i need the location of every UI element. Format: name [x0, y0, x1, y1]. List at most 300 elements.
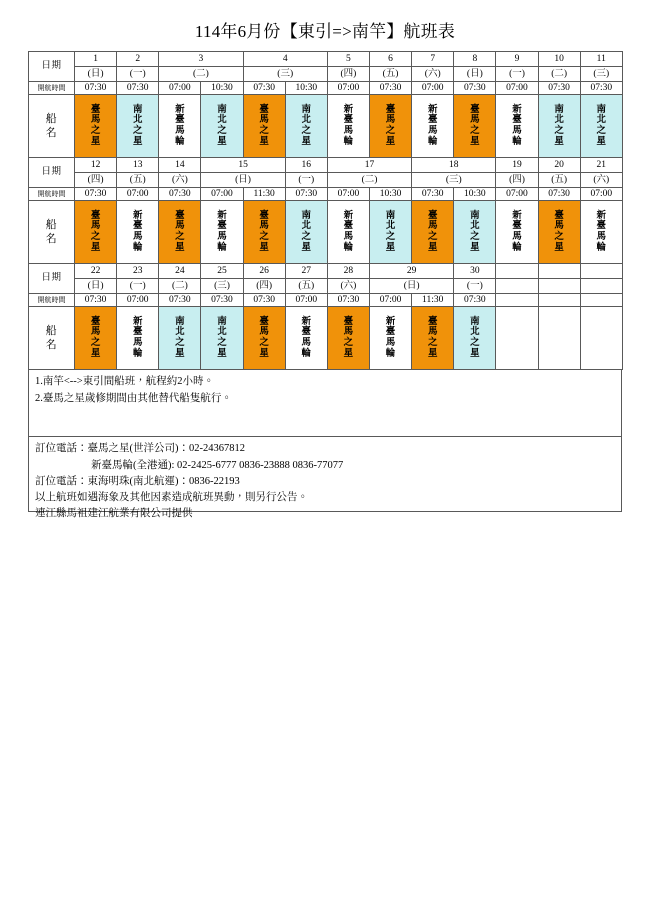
ship-name-char: 之: [470, 232, 480, 243]
ship-name-cell: [538, 201, 580, 264]
ship-name-cell: [75, 201, 117, 264]
ship-name-cell: [538, 95, 580, 158]
departure-time-cell: 07:30: [454, 82, 496, 95]
ship-name-char: 新: [343, 210, 354, 221]
departure-time-cell: 07:30: [243, 294, 285, 307]
ship-name-char: 新: [385, 316, 396, 327]
day-number-cell: 23: [117, 264, 159, 279]
ship-name-char: 新: [427, 104, 438, 115]
departure-time-cell: 07:30: [201, 294, 243, 307]
ship-name-char: 臺: [132, 221, 143, 232]
day-number-cell: 4: [243, 52, 327, 67]
ship-name-char: 臺: [343, 221, 354, 232]
ship-name-char: 南: [554, 104, 564, 115]
day-number-cell: 16: [285, 158, 327, 173]
ship-name-char: 北: [385, 221, 396, 232]
ship-name-cell: [285, 201, 327, 264]
weekday-cell: [538, 279, 580, 294]
departure-time-cell: 07:00: [285, 294, 327, 307]
ship-name-char: 臺: [259, 104, 269, 115]
ship-name-vertical: [496, 211, 537, 255]
ship-name-vertical: [454, 317, 495, 361]
ship-name-vertical: [412, 317, 453, 361]
ship-name-vertical: [117, 211, 158, 255]
day-number-row: [29, 158, 623, 173]
ship-name-char: 新: [217, 210, 227, 221]
ship-name-char: 南: [132, 104, 143, 115]
day-number-cell: 27: [285, 264, 327, 279]
weekday-cell: (一): [454, 279, 496, 294]
departure-time-cell: 07:00: [201, 188, 243, 201]
departure-time-cell: 07:00: [117, 294, 159, 307]
day-number-cell: 20: [538, 158, 580, 173]
ship-name-char: 馬: [132, 338, 143, 349]
ship-name-cell: [285, 307, 327, 370]
schedule-block-week-1: [28, 51, 623, 158]
row-label-char: 船: [45, 325, 58, 338]
ship-name-char: 新: [343, 104, 354, 115]
ship-name-cell: [580, 95, 622, 158]
departure-time-cell: 10:30: [454, 188, 496, 201]
note-line: 2.臺馬之星歲修期間由其他替代船隻航行。: [35, 392, 232, 404]
day-number-cell: 8: [454, 52, 496, 67]
ship-name-cell: [243, 307, 285, 370]
ship-name-char: 輪: [427, 137, 438, 148]
ship-name-cell: [454, 95, 496, 158]
ship-name-cell: [75, 95, 117, 158]
departure-time-cell: [538, 294, 580, 307]
ship-name-char: 馬: [343, 232, 354, 243]
ship-name-cell: [327, 307, 369, 370]
departure-time-cell: 07:30: [75, 188, 117, 201]
day-number-cell: [496, 264, 538, 279]
weekday-cell: (四): [75, 173, 117, 188]
departure-time-cell: 07:30: [285, 188, 327, 201]
ship-name-cell: [412, 307, 454, 370]
ship-name-char: 輪: [385, 349, 396, 360]
ship-name-vertical: [286, 211, 327, 255]
ship-name-char: 馬: [470, 115, 480, 126]
ship-name-cell: [117, 95, 159, 158]
week-blocks: [28, 51, 622, 370]
ship-name-char: 輪: [512, 243, 522, 254]
day-number-cell: 10: [538, 52, 580, 67]
ship-name-char: 星: [301, 137, 312, 148]
ship-name-char: 臺: [554, 210, 564, 221]
weekday-cell: (四): [327, 67, 369, 82]
ship-name-char: 北: [554, 115, 564, 126]
ship-name-char: 輪: [175, 137, 185, 148]
departure-time-cell: 07:30: [454, 294, 496, 307]
departure-time-cell: 07:30: [538, 82, 580, 95]
ship-name-char: 之: [90, 232, 101, 243]
day-number-cell: 5: [327, 52, 369, 67]
row-label-date: 日期: [29, 264, 75, 294]
ship-name-char: 馬: [343, 327, 354, 338]
ship-name-char: 馬: [512, 126, 522, 137]
day-number-row: [29, 264, 623, 279]
weekday-row: [29, 67, 623, 82]
day-number-cell: 25: [201, 264, 243, 279]
departure-time-cell: [496, 294, 538, 307]
departure-time-cell: 07:00: [369, 294, 411, 307]
departure-time-cell: 07:30: [327, 294, 369, 307]
day-number-cell: 7: [412, 52, 454, 67]
departure-time-cell: 07:00: [117, 188, 159, 201]
ship-name-char: 馬: [90, 115, 101, 126]
weekday-cell: (四): [496, 173, 538, 188]
ship-name-cell: [580, 201, 622, 264]
ship-name-cell: [412, 201, 454, 264]
ship-name-char: 北: [217, 327, 227, 338]
ship-name-vertical: [286, 317, 327, 361]
ship-name-vertical: [75, 211, 116, 255]
day-number-cell: 21: [580, 158, 622, 173]
ship-name-char: 臺: [259, 316, 269, 327]
ship-name-char: 之: [90, 126, 101, 137]
ship-name-char: 北: [217, 115, 227, 126]
ship-name-cell: [454, 307, 496, 370]
ship-name-vertical: [244, 211, 285, 255]
weekday-cell: [496, 279, 538, 294]
ship-name-char: 北: [470, 221, 480, 232]
ship-name-char: 之: [427, 232, 438, 243]
notes-list: [35, 374, 615, 407]
day-number-cell: [580, 264, 622, 279]
ship-name-vertical: [370, 105, 411, 149]
ship-name-cell: [201, 95, 243, 158]
ship-name-char: 臺: [132, 327, 143, 338]
ship-name-char: 臺: [175, 115, 185, 126]
ship-name-char: 南: [217, 104, 227, 115]
ship-name-char: 星: [259, 349, 269, 360]
day-number-row: [29, 52, 623, 67]
ship-name-char: 北: [470, 327, 480, 338]
day-number-cell: 13: [117, 158, 159, 173]
ship-name-char: 之: [90, 338, 101, 349]
ship-name-vertical: [201, 105, 242, 149]
day-number-cell: 6: [369, 52, 411, 67]
ship-name-char: 輪: [301, 349, 312, 360]
ship-name-cell: [117, 201, 159, 264]
ship-name-cell: [159, 201, 201, 264]
weekday-cell: (一): [117, 279, 159, 294]
departure-time-cell: 07:00: [496, 82, 538, 95]
ship-name-char: 臺: [175, 210, 185, 221]
contact-list: [35, 441, 615, 522]
ship-name-char: 星: [554, 243, 564, 254]
ship-name-char: 臺: [596, 221, 607, 232]
departure-time-row: [29, 294, 623, 307]
ship-name-cell: [369, 201, 411, 264]
ship-name-char: 星: [470, 349, 480, 360]
ship-name-char: 星: [175, 349, 185, 360]
day-number-cell: 28: [327, 264, 369, 279]
ship-name-cell: [285, 95, 327, 158]
weekday-row: [29, 173, 623, 188]
weekday-cell: (日): [75, 279, 117, 294]
ship-name-cell: [201, 307, 243, 370]
ship-name-char: 馬: [554, 221, 564, 232]
ship-name-char: 臺: [90, 210, 101, 221]
contact-line: 訂位電話：東海明珠(南北航運)：0836-22193: [35, 475, 240, 487]
ship-name-row: [29, 307, 623, 370]
ship-name-vertical: [370, 211, 411, 255]
weekday-cell: (二): [159, 67, 243, 82]
ship-name-char: 星: [217, 137, 227, 148]
ship-name-char: 臺: [259, 210, 269, 221]
ship-name-vertical: [159, 105, 200, 149]
ship-name-char: 之: [175, 232, 185, 243]
ship-name-char: 馬: [427, 126, 438, 137]
weekday-cell: (二): [327, 173, 411, 188]
ship-name-cell: [412, 95, 454, 158]
day-number-cell: 26: [243, 264, 285, 279]
departure-time-cell: 07:30: [243, 82, 285, 95]
row-label-date: 日期: [29, 158, 75, 188]
departure-time-cell: 07:00: [327, 188, 369, 201]
ship-name-char: 輪: [512, 137, 522, 148]
ship-name-char: 星: [259, 243, 269, 254]
departure-time-cell: [580, 294, 622, 307]
day-number-cell: 15: [201, 158, 285, 173]
ship-name-char: 之: [427, 338, 438, 349]
empty-cell: [496, 307, 538, 370]
ship-name-char: 北: [596, 115, 607, 126]
day-number-cell: 24: [159, 264, 201, 279]
ship-name-vertical: [244, 317, 285, 361]
ship-name-cell: [496, 95, 538, 158]
weekday-cell: (二): [538, 67, 580, 82]
departure-time-cell: 07:30: [75, 294, 117, 307]
contact-line: 以上航班如遇海象及其他因素造成航班異動，則另行公告。: [35, 492, 308, 504]
row-label-ship-name: [29, 307, 75, 370]
departure-time-cell: 07:30: [117, 82, 159, 95]
ship-name-vertical: [412, 211, 453, 255]
day-number-cell: 17: [327, 158, 411, 173]
departure-time-cell: 07:30: [75, 82, 117, 95]
ship-name-char: 臺: [427, 115, 438, 126]
ship-name-char: 之: [554, 232, 564, 243]
contact-line: 新臺馬輪(全港通): 02-2425-6777 0836-23888 0836-77077: [91, 459, 344, 471]
ship-name-char: 臺: [90, 316, 101, 327]
departure-time-cell: 11:30: [243, 188, 285, 201]
schedule-block-week-3: [28, 263, 623, 370]
notes-box: [28, 369, 622, 437]
row-label-ship-name: [29, 201, 75, 264]
ship-name-char: 馬: [259, 115, 269, 126]
departure-time-cell: 07:30: [159, 294, 201, 307]
ship-name-char: 馬: [343, 126, 354, 137]
ship-name-char: 馬: [175, 221, 185, 232]
row-label-depart-time: 開航時間: [29, 82, 75, 95]
ship-name-row: [29, 95, 623, 158]
day-number-cell: 1: [75, 52, 117, 67]
ship-name-char: 北: [301, 221, 312, 232]
ship-name-char: 之: [596, 126, 607, 137]
ship-name-vertical: [539, 105, 580, 149]
ship-name-vertical: [581, 105, 622, 149]
ship-name-cell: [201, 201, 243, 264]
departure-time-row: [29, 188, 623, 201]
ship-name-cell: [369, 95, 411, 158]
departure-time-cell: 07:30: [369, 82, 411, 95]
ship-name-char: 臺: [301, 327, 312, 338]
ship-name-char: 星: [596, 137, 607, 148]
ship-name-char: 南: [470, 316, 480, 327]
weekday-cell: (五): [117, 173, 159, 188]
ship-name-char: 輪: [217, 243, 227, 254]
ship-name-vertical: [496, 105, 537, 149]
ship-name-char: 臺: [512, 221, 522, 232]
ship-name-cell: [327, 95, 369, 158]
ship-name-char: 馬: [132, 232, 143, 243]
ship-name-row: [29, 201, 623, 264]
note-line: 1.南竿<-->東引間船班，航程約2小時。: [35, 376, 214, 388]
departure-time-cell: 10:30: [201, 82, 243, 95]
ship-name-char: 馬: [427, 327, 438, 338]
ship-name-char: 之: [301, 126, 312, 137]
ship-name-char: 馬: [301, 338, 312, 349]
weekday-cell: (三): [243, 67, 327, 82]
weekday-cell: (三): [580, 67, 622, 82]
weekday-cell: (三): [412, 173, 496, 188]
row-label-char: 船: [45, 113, 58, 126]
empty-cell: [580, 307, 622, 370]
ship-name-char: 星: [132, 137, 143, 148]
row-label-depart-time: 開航時間: [29, 188, 75, 201]
ship-name-cell: [454, 201, 496, 264]
row-label-char: 名: [45, 339, 58, 352]
ship-name-char: 輪: [596, 243, 607, 254]
weekday-cell: (六): [580, 173, 622, 188]
ship-name-vertical: [454, 105, 495, 149]
ship-name-char: 馬: [259, 221, 269, 232]
ship-name-vertical: [286, 105, 327, 149]
ship-name-char: 星: [343, 349, 354, 360]
ship-name-char: 輪: [132, 349, 143, 360]
ship-name-vertical: [159, 317, 200, 361]
ship-name-cell: [117, 307, 159, 370]
day-number-cell: 11: [580, 52, 622, 67]
weekday-cell: (一): [496, 67, 538, 82]
ship-name-char: 南: [301, 104, 312, 115]
ship-name-char: 新: [512, 104, 522, 115]
ship-name-vertical: [75, 317, 116, 361]
ship-name-cell: [75, 307, 117, 370]
ship-name-char: 馬: [385, 338, 396, 349]
ship-name-char: 新: [301, 316, 312, 327]
row-label-char: 船: [45, 219, 58, 232]
ship-name-char: 北: [175, 327, 185, 338]
ship-name-char: 輪: [343, 243, 354, 254]
day-number-cell: 14: [159, 158, 201, 173]
ship-name-char: 北: [301, 115, 312, 126]
ship-name-char: 南: [385, 210, 396, 221]
ship-name-char: 馬: [385, 115, 396, 126]
ship-name-cell: [327, 201, 369, 264]
ship-name-char: 之: [132, 126, 143, 137]
ship-name-char: 馬: [427, 221, 438, 232]
weekday-cell: (三): [201, 279, 243, 294]
ship-name-char: 新: [596, 210, 607, 221]
ship-name-cell: [496, 201, 538, 264]
contact-box: [28, 436, 622, 520]
ship-name-char: 之: [385, 126, 396, 137]
ship-name-char: 臺: [385, 104, 396, 115]
ship-name-char: 新: [132, 316, 143, 327]
departure-time-cell: 07:30: [580, 82, 622, 95]
ship-name-char: 臺: [90, 104, 101, 115]
ship-name-char: 星: [301, 243, 312, 254]
weekday-cell: (五): [285, 279, 327, 294]
departure-time-cell: 10:30: [285, 82, 327, 95]
ship-name-char: 星: [554, 137, 564, 148]
ship-name-cell: [243, 201, 285, 264]
weekday-cell: (五): [538, 173, 580, 188]
departure-time-cell: 07:00: [496, 188, 538, 201]
ship-name-char: 輪: [343, 137, 354, 148]
ship-name-char: 馬: [217, 232, 227, 243]
ship-name-char: 南: [217, 316, 227, 327]
ship-name-char: 星: [470, 137, 480, 148]
schedule-block-week-2: [28, 157, 623, 264]
ship-name-char: 星: [259, 137, 269, 148]
ship-name-vertical: [370, 317, 411, 361]
ship-name-char: 馬: [259, 327, 269, 338]
ship-name-vertical: [117, 317, 158, 361]
weekday-cell: (日): [75, 67, 117, 82]
ship-name-char: 臺: [427, 210, 438, 221]
ship-name-vertical: [412, 105, 453, 149]
ship-name-char: 馬: [175, 126, 185, 137]
weekday-cell: (六): [412, 67, 454, 82]
ship-name-vertical: [328, 211, 369, 255]
ship-name-char: 南: [470, 210, 480, 221]
row-label-ship-name: [29, 95, 75, 158]
ship-name-vertical: [328, 105, 369, 149]
day-number-cell: 2: [117, 52, 159, 67]
ship-name-char: 星: [90, 137, 101, 148]
ship-name-char: 臺: [385, 327, 396, 338]
day-number-cell: 22: [75, 264, 117, 279]
ship-name-vertical: [454, 211, 495, 255]
ship-name-cell: [159, 95, 201, 158]
empty-cell: [538, 307, 580, 370]
ship-name-char: 星: [385, 137, 396, 148]
departure-time-cell: 07:00: [327, 82, 369, 95]
weekday-cell: [580, 279, 622, 294]
weekday-cell: (五): [369, 67, 411, 82]
weekday-cell: (日): [454, 67, 496, 82]
contact-line: 訂位電話：臺馬之星(世洋公司)：02-24367812: [35, 443, 245, 455]
weekday-cell: (一): [117, 67, 159, 82]
ship-name-char: 臺: [427, 316, 438, 327]
weekday-cell: (四): [243, 279, 285, 294]
ship-name-char: 之: [301, 232, 312, 243]
ship-name-vertical: [117, 105, 158, 149]
departure-time-cell: 07:30: [159, 188, 201, 201]
ship-name-char: 之: [259, 126, 269, 137]
ship-name-cell: [159, 307, 201, 370]
ship-name-char: 馬: [512, 232, 522, 243]
ship-name-char: 臺: [512, 115, 522, 126]
ship-name-char: 馬: [596, 232, 607, 243]
departure-time-cell: 10:30: [369, 188, 411, 201]
day-number-cell: 18: [412, 158, 496, 173]
weekday-cell: (六): [327, 279, 369, 294]
weekday-row: [29, 279, 623, 294]
